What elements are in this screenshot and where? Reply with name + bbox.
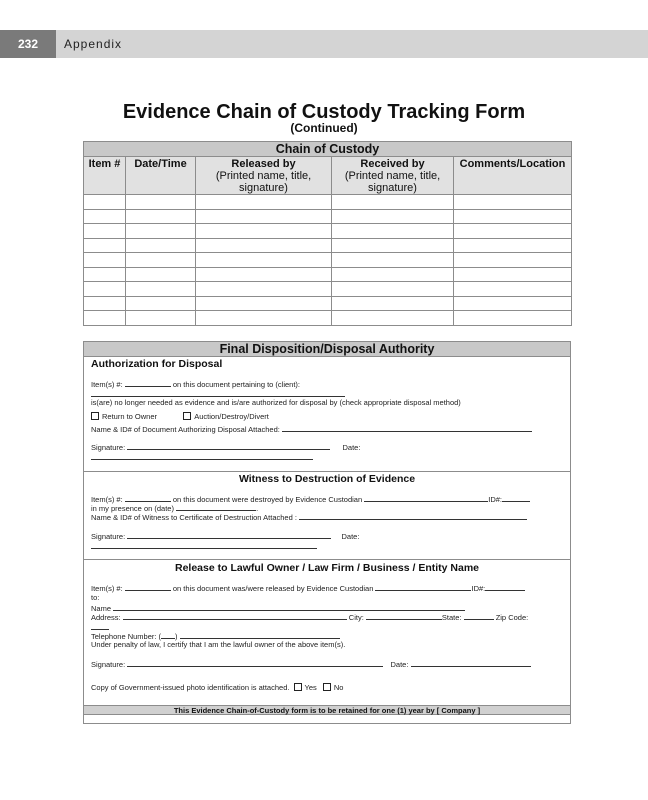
column-header-sub: (Printed name, title, signature) <box>215 170 312 194</box>
column-header-received-by <box>332 157 454 195</box>
authorizing-document-row <box>91 424 564 434</box>
items-field[interactable] <box>125 494 171 502</box>
table-cell[interactable] <box>126 224 196 239</box>
table-cell[interactable] <box>332 209 454 224</box>
release-signature-row <box>91 659 564 669</box>
table-cell[interactable] <box>454 282 572 297</box>
signature-field[interactable] <box>127 531 331 539</box>
table-cell[interactable] <box>332 253 454 268</box>
certificate-label: Name & ID# of Witness to Certificate of Destruction Attached : <box>91 513 297 522</box>
retention-notice: This Evidence Chain-of-Custody form is to be retained for one (1) year by [ Company ] <box>84 705 570 715</box>
phone-label: Telephone Number: ( <box>91 632 162 641</box>
table-cell[interactable] <box>454 267 572 282</box>
photo-id-label: Copy of Government-issued photo identification is attached. <box>91 683 290 692</box>
column-header-sub: (Printed name, title, signature) <box>344 170 441 194</box>
table-cell[interactable] <box>332 267 454 282</box>
items-prefix: Item(s) #: <box>91 380 123 389</box>
table-cell[interactable] <box>196 267 332 282</box>
city-field[interactable] <box>366 612 442 620</box>
signature-label: Signature: <box>91 443 126 452</box>
column-header-date-time <box>126 157 196 195</box>
table-cell[interactable] <box>454 209 572 224</box>
witness-heading: Witness to Destruction of Evidence <box>238 473 416 485</box>
photo-id-yes-checkbox[interactable] <box>294 683 302 691</box>
authorization-items-row <box>91 379 564 389</box>
table-cell[interactable] <box>84 195 126 210</box>
column-header-released-by <box>196 157 332 195</box>
section-divider <box>84 471 570 472</box>
disposition-section <box>83 341 571 724</box>
table-row <box>84 195 572 210</box>
table-row <box>84 296 572 311</box>
authorizing-document-label: Name & ID# of Document Authorizing Disposal Attached: <box>91 425 280 434</box>
items-prefix: Item(s) #: <box>91 495 123 504</box>
photo-id-row <box>91 683 564 692</box>
disposal-method-row <box>91 412 564 421</box>
table-cell[interactable] <box>196 311 332 326</box>
area-code-field[interactable] <box>161 631 175 639</box>
items-suffix: on this document were destroyed by Evidence Custodian <box>172 495 363 504</box>
signature-label: Signature: <box>91 532 126 541</box>
state-field[interactable] <box>464 612 494 620</box>
photo-id-yes-label: Yes <box>304 683 317 692</box>
table-cell[interactable] <box>196 253 332 268</box>
table-cell[interactable] <box>126 253 196 268</box>
presence-label: in my presence on (date) <box>91 504 174 513</box>
auction-destroy-checkbox[interactable] <box>183 412 191 420</box>
date-label: Date: <box>342 443 361 452</box>
id-field[interactable] <box>502 494 530 502</box>
table-cell[interactable] <box>84 296 126 311</box>
column-header-label: Released by <box>231 158 296 170</box>
items-suffix: on this document was/were released by Evidence Custodian <box>172 584 374 593</box>
date-field[interactable] <box>91 452 313 460</box>
witness-extra-line <box>91 541 564 551</box>
return-to-owner-checkbox[interactable] <box>91 412 99 420</box>
table-cell[interactable] <box>126 311 196 326</box>
items-prefix: Item(s) #: <box>91 584 123 593</box>
release-address-row <box>91 612 564 622</box>
signature-label: Signature: <box>91 660 126 669</box>
form-title: Evidence Chain of Custody Tracking Form <box>122 101 526 123</box>
table-cell[interactable] <box>84 238 126 253</box>
release-to-label: to: <box>91 593 100 602</box>
address-field[interactable] <box>123 612 347 620</box>
table-cell[interactable] <box>454 253 572 268</box>
table-cell[interactable] <box>196 209 332 224</box>
certificate-field[interactable] <box>299 512 527 520</box>
phone-paren: ) <box>175 632 178 641</box>
table-cell[interactable] <box>84 209 126 224</box>
witness-certificate-row <box>91 512 564 522</box>
table-cell[interactable] <box>332 224 454 239</box>
table-row <box>84 238 572 253</box>
table-cell[interactable] <box>196 195 332 210</box>
table-cell[interactable] <box>84 311 126 326</box>
items-field[interactable] <box>125 379 171 387</box>
table-cell[interactable] <box>84 282 126 297</box>
column-header-item <box>84 157 126 195</box>
table-row <box>84 311 572 326</box>
table-cell[interactable] <box>196 282 332 297</box>
signature-field[interactable] <box>127 442 330 450</box>
table-cell[interactable] <box>84 253 126 268</box>
signature-field[interactable] <box>127 659 383 667</box>
table-cell[interactable] <box>126 195 196 210</box>
date-label: Date: <box>390 660 409 669</box>
table-cell[interactable] <box>332 311 454 326</box>
authorizing-document-field[interactable] <box>282 424 532 432</box>
authorization-signature-row <box>91 442 564 452</box>
table-cell[interactable] <box>126 282 196 297</box>
city-label: City: <box>348 613 364 622</box>
table-row <box>84 282 572 297</box>
column-header-label: Item # <box>88 158 121 170</box>
id-field[interactable] <box>485 583 525 591</box>
table-cell[interactable] <box>196 238 332 253</box>
table-cell[interactable] <box>126 238 196 253</box>
table-row <box>84 253 572 268</box>
witness-signature-row <box>91 531 564 541</box>
table-cell[interactable] <box>454 224 572 239</box>
chain-of-custody-table <box>83 141 572 326</box>
release-certify-text: Under penalty of law, I certify that I am the lawful owner of the above item(s). <box>91 640 346 649</box>
table-cell[interactable] <box>126 267 196 282</box>
table-cell[interactable] <box>126 209 196 224</box>
no-longer-needed-text: is(are) no longer needed as evidence and is/are authorized for disposal by (check appropriate disposal method) <box>91 398 461 407</box>
authorization-extra-line <box>91 452 564 462</box>
table-cell[interactable] <box>196 296 332 311</box>
table-cell[interactable] <box>454 311 572 326</box>
table-row <box>84 209 572 224</box>
photo-id-no-label: No <box>333 683 344 692</box>
table-cell[interactable] <box>332 195 454 210</box>
release-items-row <box>91 583 564 593</box>
custodian-field[interactable] <box>364 494 488 502</box>
items-suffix: on this document pertaining to (client): <box>172 380 301 389</box>
id-label: ID#: <box>488 495 502 504</box>
column-header-label: Comments/Location <box>459 158 566 170</box>
table-cell[interactable] <box>454 195 572 210</box>
table-cell[interactable] <box>332 282 454 297</box>
id-label: ID#: <box>471 584 486 593</box>
photo-id-no-checkbox[interactable] <box>323 683 331 691</box>
phone-field[interactable] <box>180 631 340 639</box>
client-field[interactable] <box>91 389 345 397</box>
name-field[interactable] <box>113 603 465 611</box>
table-cell[interactable] <box>332 238 454 253</box>
chain-table-caption: Chain of Custody <box>84 142 572 157</box>
table-row <box>84 224 572 239</box>
date-field[interactable] <box>411 659 531 667</box>
page-header <box>0 30 648 58</box>
witness-presence-row: in my presence on (date) . <box>91 504 259 513</box>
table-cell[interactable] <box>332 296 454 311</box>
date-label: Date: <box>341 532 360 541</box>
state-label: State: <box>441 613 462 622</box>
page-number: 232 <box>0 30 56 58</box>
table-row <box>84 267 572 282</box>
table-cell[interactable] <box>126 296 196 311</box>
address-label: Address: <box>91 613 121 622</box>
table-cell[interactable] <box>84 224 126 239</box>
items-field[interactable] <box>125 583 171 591</box>
date-field[interactable] <box>91 541 317 549</box>
release-heading: Release to Lawful Owner / Law Firm / Business / Entity Name <box>175 562 479 574</box>
authorization-heading: Authorization for Disposal <box>91 358 223 370</box>
name-label: Name <box>91 604 112 613</box>
presence-date-field[interactable] <box>176 503 256 511</box>
table-cell[interactable] <box>454 296 572 311</box>
column-header-comments <box>454 157 572 195</box>
zip-field[interactable] <box>91 622 109 630</box>
section-label: Appendix <box>64 37 123 51</box>
disposition-title: Final Disposition/Disposal Authority <box>84 342 570 357</box>
table-cell[interactable] <box>196 224 332 239</box>
return-to-owner-label: Return to Owner <box>102 412 158 421</box>
auction-destroy-label: Auction/Destroy/Divert <box>194 412 269 421</box>
section-divider <box>84 559 570 560</box>
custodian-field[interactable] <box>375 583 471 591</box>
table-cell[interactable] <box>84 267 126 282</box>
table-cell[interactable] <box>454 238 572 253</box>
form-subtitle: (Continued) <box>290 121 358 135</box>
column-header-label: Received by <box>360 158 425 170</box>
zip-label: Zip Code: <box>495 613 529 622</box>
column-header-label: Date/Time <box>134 158 187 170</box>
